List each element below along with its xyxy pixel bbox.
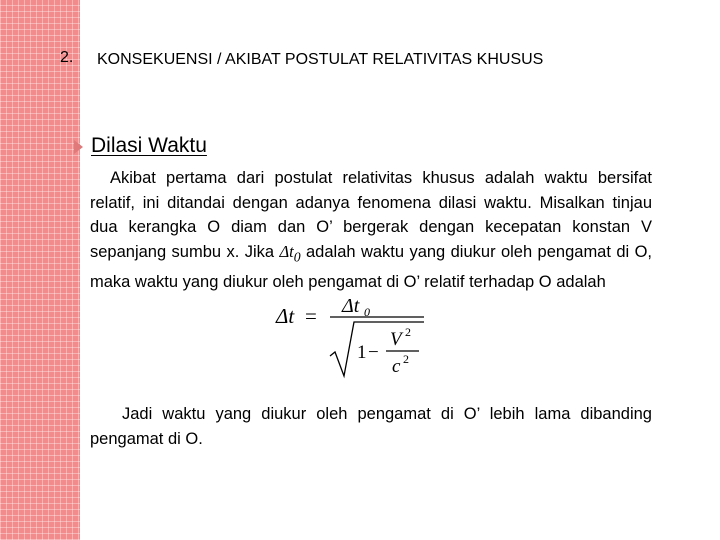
formula-lhs: Δt	[276, 304, 295, 328]
decorative-left-band	[0, 0, 80, 540]
formula-numerator-sub: 0	[364, 305, 370, 319]
paragraph-tail: adalah waktu yang diukur oleh pengamat di O, maka waktu yang diukur oleh pengamat di O’ relatif terhadap O adalah	[90, 242, 652, 291]
formula-one: 1	[357, 342, 367, 363]
formula-numerator: Δt	[342, 295, 360, 317]
delta-t-symbol: $\Delta t_0$	[279, 241, 301, 265]
formula-equals: =	[305, 304, 317, 328]
formula-v: V	[390, 329, 402, 350]
heading-title: KONSEKUENSI / AKIBAT POSTULAT RELATIVITAS KHUSUS	[97, 51, 544, 68]
formula-v-exp: 2	[405, 325, 411, 339]
section-subtitle: Dilasi Waktu	[91, 134, 207, 157]
conclusion-paragraph: Jadi waktu yang diukur oleh pengamat di O’ lebih lama dibanding pengamat di O.	[90, 405, 652, 448]
formula-minus: −	[368, 342, 379, 363]
main-paragraph	[90, 166, 652, 294]
time-dilation-formula	[272, 292, 432, 382]
formula-c: c	[392, 356, 401, 377]
arrow-bullet-icon	[74, 140, 83, 154]
paragraph-text: Akibat pertama dari postulat relativitas khusus adalah waktu bersifat relatif, ini ditandai dengan adanya fenomena dilasi waktu. Misalkan tinjau dua kerangka O diam dan O’ bergerak dengan kecepatan konstan V sepanjang sumbu x. Jika	[90, 169, 652, 261]
heading-number: 2.	[60, 49, 74, 66]
formula-c-exp: 2	[403, 352, 409, 366]
